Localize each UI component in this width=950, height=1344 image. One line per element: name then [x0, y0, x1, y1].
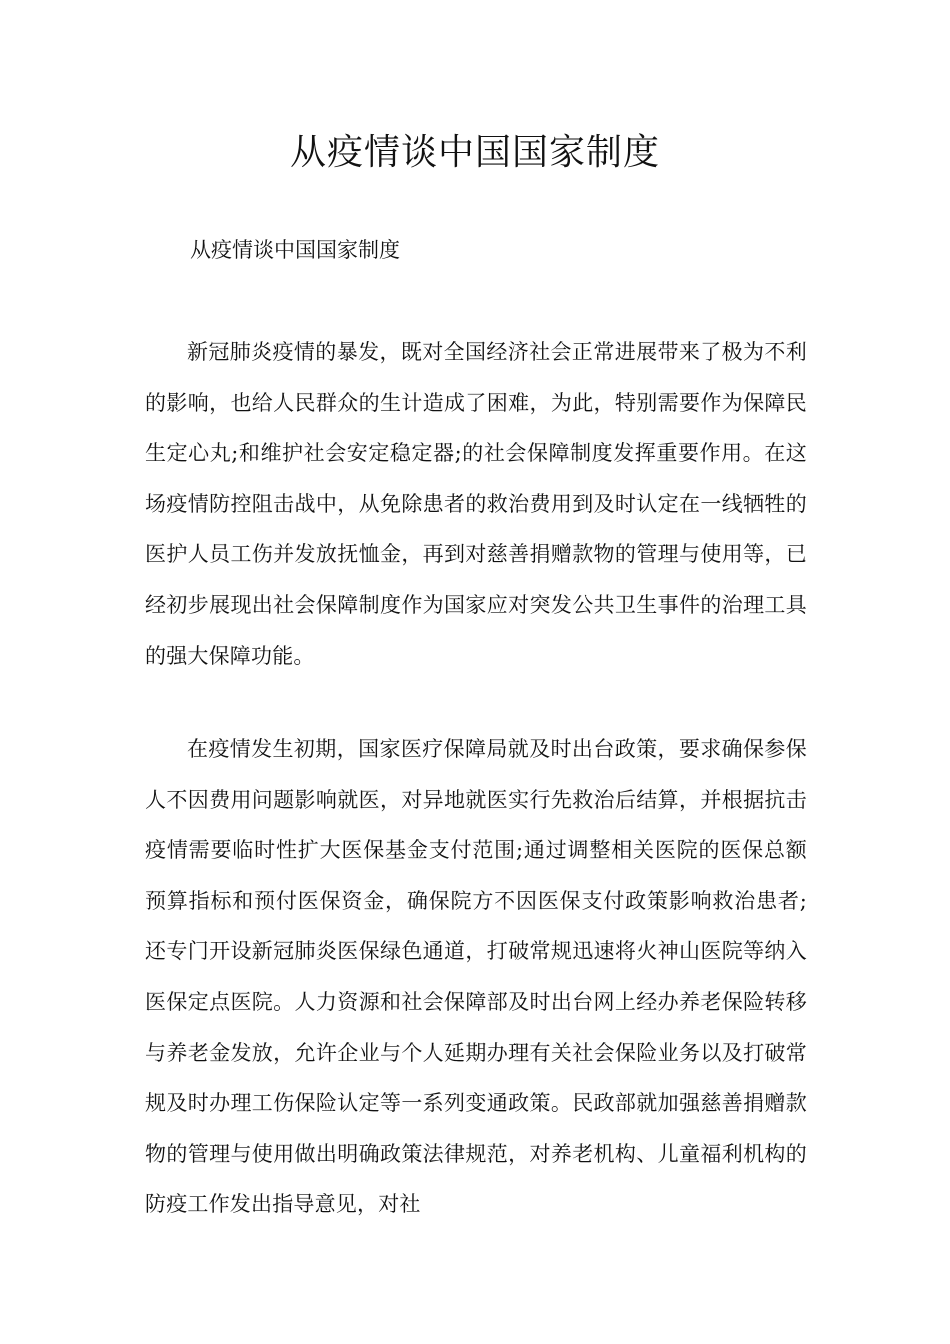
paragraph-1: 新冠肺炎疫情的暴发，既对全国经济社会正常进展带来了极为不利的影响，也给人民群众的生计造成了困难，为此，特别需要作为保障民生定心丸;和维护社会安定稳定器;的社会保障制度发挥重要作用。在这场疫情防控阻击战中，从免除患者的救治费用到及时认定在一线牺牲的医护人员工伤并发放抚恤金，再到对慈善捐赠款物的管理与使用等，已经初步展现出社会保障制度作为国家应对突发公共卫生事件的治理工具的强大保障功能。 [145, 340, 807, 668]
document-title: 从疫情谈中国国家制度 [289, 132, 660, 173]
paragraph-2: 在疫情发生初期，国家医疗保障局就及时出台政策，要求确保参保人不因费用问题影响就医，对异地就医实行先救治后结算，并根据抗击疫情需要临时性扩大医保基金支付范围;通过调整相关医院的医保总额预算指标和预付医保资金，确保院方不因医保支付政策影响救治患者;还专门开设新冠肺炎医保绿色通道，打破常规迅速将火神山医院等纳入医保定点医院。人力资源和社会保障部及时出台网上经办养老保险转移与养老金发放，允许企业与个人延期办理有关社会保险业务以及打破常规及时办理工伤保险认定等一系列变通政策。民政部就加强慈善捐赠款物的管理与使用做出明确政策法律规范，对养老机构、儿童福利机构的防疫工作发出指导意见，对社 [145, 737, 807, 1217]
document-subtitle: 从疫情谈中国国家制度 [190, 238, 400, 262]
